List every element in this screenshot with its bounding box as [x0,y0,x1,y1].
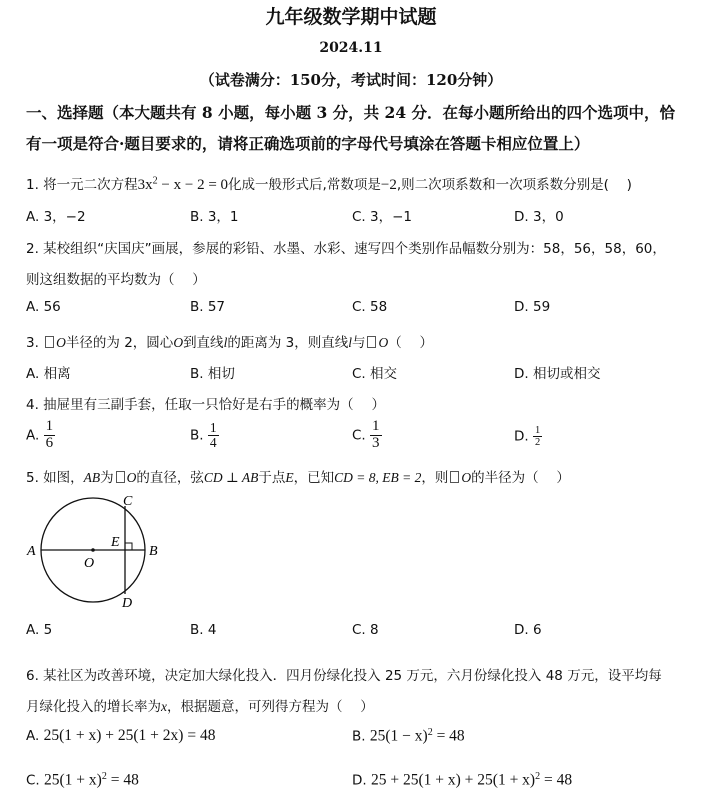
q3-option-d: D. 相切或相交 [514,366,601,382]
q5-text-2: 为 [100,470,114,486]
page-title: 九年级数学期中试题 [265,6,437,28]
q4-option-a-fraction [44,419,56,452]
q6-option-a-label: A. [26,728,40,744]
question-5 [26,466,570,486]
q5-option-d: D. 6 [514,622,542,638]
q3-text-1: 3. [26,335,44,351]
q3-text-3: 到直线 [183,335,224,351]
q1-eq-b: − x − 2 = 0 [157,177,229,193]
q6-option-c-label: C. [26,772,40,789]
q4-option-b-label: B. [190,427,204,444]
q6-option-a [26,727,215,745]
q6-option-b-label: B. [352,728,366,745]
q5-option-c: C. 8 [352,622,379,638]
q5-text-6: ，则 [421,470,449,486]
q3-l-2: l [348,335,352,350]
question-6-line2 [26,695,374,715]
q5-o-1: O [126,470,137,485]
q5-e: E [285,470,294,485]
q4-option-b-fraction [208,421,219,450]
figure-right-angle-mark [125,543,132,550]
q5-text-7: 的半径为（ ） [471,470,570,486]
circle-symbol-icon [45,336,54,348]
section-heading-line1: 一、选择题（本大题共有 8 小题，每小题 3 分，共 24 分．在每小题所给出的四个选项中，恰 [26,103,676,122]
q3-text-2: 半径的为 2，圆心 [65,335,174,351]
q6-option-c-eq: 25(1 + x) [44,771,102,789]
q6-option-c-exp: 2 [101,771,107,782]
figure-label-d: D [122,596,133,611]
q1-option-c: C. 3，−1 [352,209,412,225]
q5-text-3: 的直径，弦 [136,470,204,486]
figure-label-e: E [111,535,120,550]
q1-option-a: A. 3，−2 [26,209,86,225]
q3-o-3: O [378,335,389,350]
q3-text-5: 与 [351,335,366,351]
q4-d-den: 2 [534,437,541,449]
q1-const: −2 [380,177,397,193]
q4-a-den: 6 [45,434,54,451]
q6-option-a-eq: 25(1 + x) + 25(1 + 2x) = 48 [43,727,216,744]
q4-option-b [190,421,219,450]
figure-label-a: A [27,544,36,559]
q3-text-6: （ ） [388,335,434,351]
q4-c-den: 3 [372,434,380,451]
q4-option-d-label: D. [514,428,529,445]
q1-suffix: ,则二次项系数和一次项系数分别是( ) [396,177,632,193]
q6-option-d-eq: 25 + 25(1 + x) + 25(1 + x) [370,771,536,789]
q4-option-c [352,419,382,452]
q4-b-num: 1 [209,420,217,435]
q2-option-a: A. 56 [26,299,61,315]
q5-text-5: ，已知 [293,470,335,486]
question-6-line1: 6. 某社区为改善环境，决定加大绿化投入．四月份绿化投入 25 万元，六月份绿化投入 48 万元，设平均每 [26,668,662,684]
figure-label-b: B [149,544,158,559]
q5-ab: AB [83,470,101,485]
q6-option-d-label: D. [352,772,367,789]
figure-label-c: C [123,494,133,509]
figure-label-o: O [84,556,95,571]
q4-d-num: 1 [534,425,541,436]
q1-eq-a: 3x [137,177,153,193]
q6-text-1: 月绿化投入的增长率为 [26,699,161,715]
q1-mid: 化成一般形式后,常数项是 [228,177,381,193]
circle-symbol-icon [367,336,376,348]
q6-option-d-tail: = 48 [540,771,573,789]
q3-o-1: O [56,335,66,350]
q5-text-4: 于点 [258,470,286,486]
q6-option-d-exp: 2 [535,771,541,782]
exam-date: 2024.11 [319,40,383,56]
q4-option-c-fraction [370,419,382,452]
q4-option-a [26,419,55,452]
q1-option-b: B. 3，1 [190,209,239,225]
q4-b-den: 4 [209,435,217,451]
q3-text-4: 的距离为 3，则直线 [227,335,349,351]
q6-option-c [26,771,139,790]
question-2-line1: 2. 某校组织“庆国庆”画展，参展的彩铅、水墨、水彩、速写四个类别作品幅数分别为：58，56，58，60， [26,241,666,257]
q6-option-b-tail: = 48 [432,727,465,745]
q4-c-num: 1 [372,418,380,434]
q3-option-b: B. 相切 [190,366,235,382]
q3-l-1: l [223,335,228,350]
q6-option-d [352,771,572,790]
exam-meta: （试卷满分：150分，考试时间：120分钟） [199,71,503,89]
q6-option-c-tail: = 48 [106,771,139,789]
q6-x: x [161,699,167,714]
q1-prefix: 1. 将一元二次方程 [26,177,138,193]
question-2-line2: 则这组数据的平均数为（ ） [26,272,206,288]
q4-a-num: 1 [45,418,54,434]
q6-option-b-exp: 2 [427,727,433,738]
q3-option-c: C. 相交 [352,366,398,382]
q1-eq-exp: 2 [152,175,158,187]
question-1 [26,173,632,194]
q2-option-d: D. 59 [514,299,551,315]
q4-option-a-label: A. [26,427,40,444]
circle-figure [22,490,172,615]
q4-option-c-label: C. [352,427,366,444]
section-heading-line2: 有一项是符合·题目要求的，请将正确选项前的字母代号填涂在答题卡相应位置上） [26,134,590,153]
q6-text-2: ，根据题意，可列得方程为（ ） [167,699,374,715]
question-4: 4. 抽屉里有三副手套，任取一只恰好是右手的概率为（ ） [26,397,385,413]
q5-text-1: 5. 如图， [26,470,84,486]
q5-given: CD = 8, EB = 2 [334,470,422,485]
q3-option-a: A. 相离 [26,366,71,382]
q6-option-b-eq: 25(1 − x) [369,727,428,745]
q5-o-2: O [461,470,472,485]
q1-option-d: D. 3，0 [514,209,564,225]
q4-option-d [514,425,542,448]
q5-cd-perp-ab: CD ⊥ AB [203,470,259,485]
question-3 [26,331,433,351]
figure-center-point [91,548,95,552]
circle-symbol-icon [450,471,459,483]
q2-option-b: B. 57 [190,299,226,315]
circle-symbol-icon [116,471,125,483]
q4-option-d-fraction [533,425,542,448]
q2-option-c: C. 58 [352,299,388,315]
q5-option-b: B. 4 [190,622,217,638]
q3-o-2: O [173,335,184,350]
q5-option-a: A. 5 [26,622,53,638]
q6-option-b [352,727,465,746]
